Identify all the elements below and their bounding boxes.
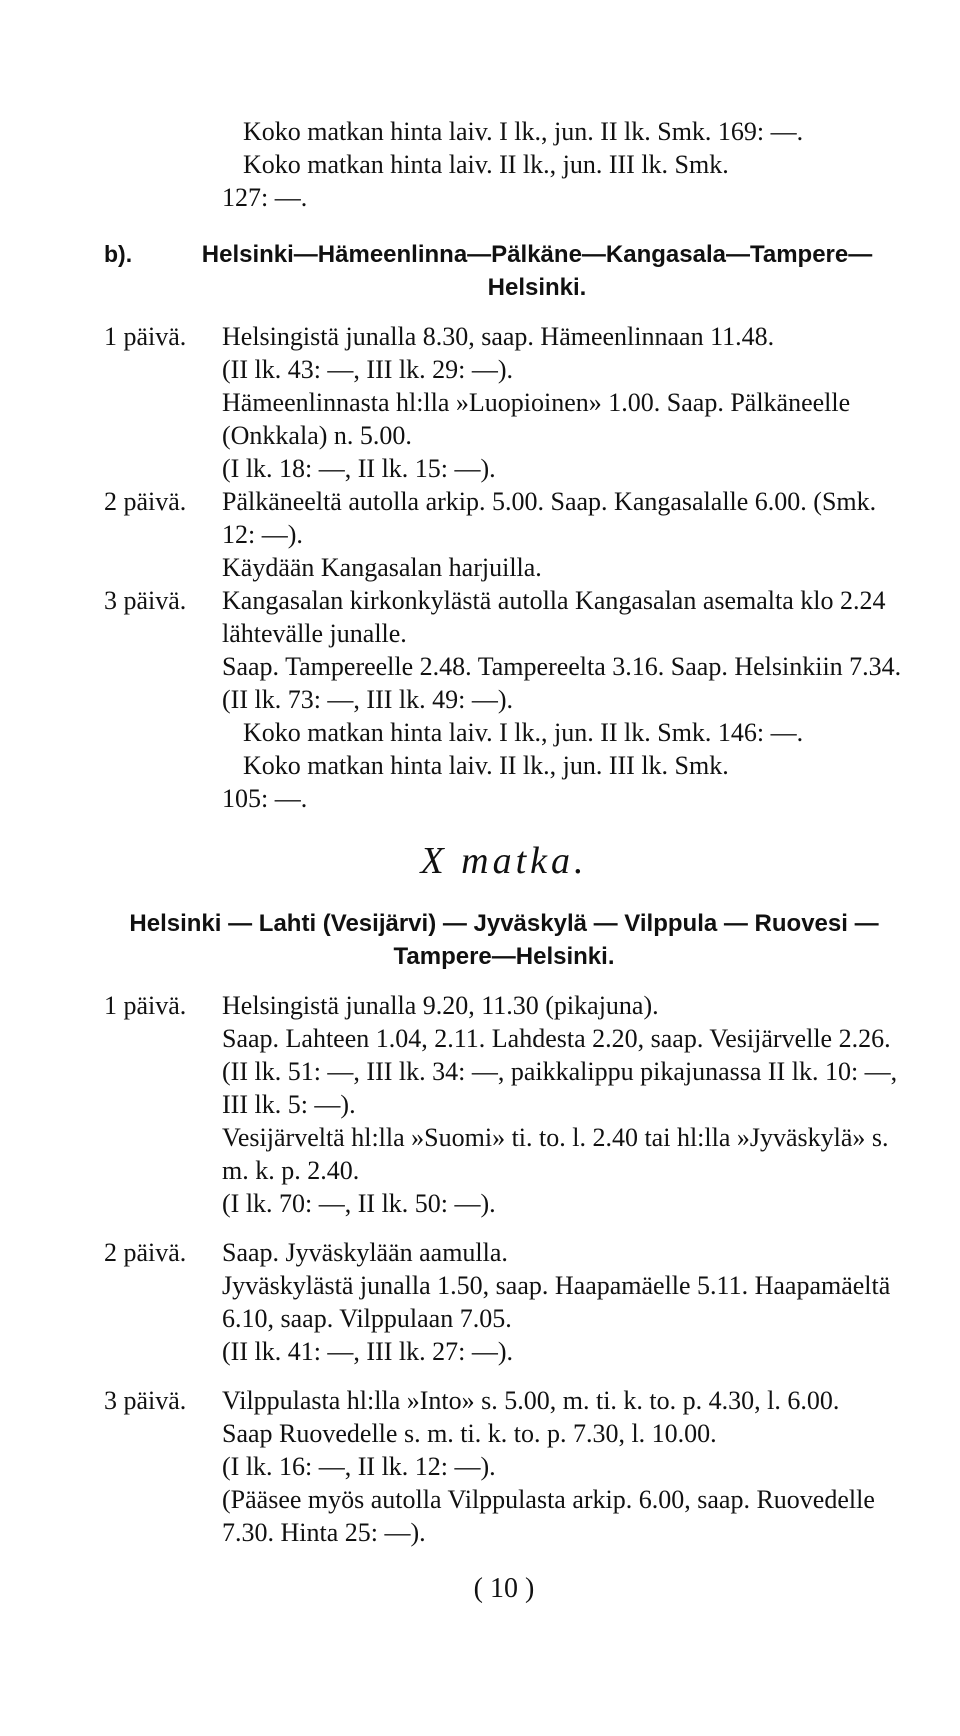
day-entry (104, 320, 904, 485)
day-entry (104, 1236, 904, 1368)
price-line: Koko matkan hinta laiv. I lk., jun. II lk. Smk. 169: —. (243, 117, 804, 146)
itinerary-line: Kangasalan kirkonkylästä autolla Kangasalan asemalta klo 2.24 lähtevälle junalle. (222, 586, 886, 648)
price-line: 127: —. (222, 183, 308, 212)
itinerary-line: Pälkäneeltä autolla arkip. 5.00. Saap. Kangasalalle 6.00. (Smk. 12: —). (222, 487, 877, 549)
itinerary-line: (I lk. 18: —, II lk. 15: —). (222, 454, 496, 483)
itinerary-line: Helsingistä junalla 9.20, 11.30 (pikajuna). (222, 991, 659, 1020)
route-heading: Helsinki—Hämeenlinna—Pälkäne—Kangasala—Tampere— (201, 241, 873, 268)
day-label: 3 päivä. (104, 1386, 187, 1415)
day-label: 1 päivä. (104, 322, 187, 351)
day-label: 1 päivä. (104, 991, 187, 1020)
price-line: 105: —. (222, 784, 308, 813)
itinerary-line: (II lk. 73: —, III lk. 49: —). (222, 685, 514, 714)
itinerary-line: (II lk. 43: —, III lk. 29: —). (222, 355, 514, 384)
itinerary-line: Vilppulasta hl:lla »Into» s. 5.00, m. ti. k. to. p. 4.30, l. 6.00. (222, 1386, 840, 1415)
itinerary-line: Helsingistä junalla 8.30, saap. Hämeenlinnaan 11.48. (222, 322, 775, 351)
itinerary-line: Käydään Kangasalan harjuilla. (222, 553, 542, 582)
route-heading: Helsinki — Lahti (Vesijärvi) — Jyväskylä — Vilppula — Ruovesi — (129, 910, 879, 937)
itinerary-line: Saap. Jyväskylään aamulla. (222, 1238, 508, 1267)
page-number: ( 10 ) (473, 1573, 535, 1604)
itinerary-line: Saap. Lahteen 1.04, 2.11. Lahdesta 2.20, saap. Vesijärvelle 2.26. (222, 1024, 891, 1053)
text-column (104, 115, 904, 1605)
trip-title: X matka. (420, 840, 588, 882)
itinerary-line: Vesijärveltä hl:lla »Suomi» ti. to. l. 2.40 tai hl:lla »Jyväskylä» s. m. k. p. 2.40. (222, 1123, 889, 1185)
price-line: Koko matkan hinta laiv. I lk., jun. II lk. Smk. 146: —. (243, 718, 804, 747)
section-label: b). (104, 241, 133, 267)
day-entry (104, 485, 904, 584)
itinerary-line: (I lk. 16: —, II lk. 12: —). (222, 1452, 496, 1481)
day-label: 2 päivä. (104, 1238, 187, 1267)
day-label: 2 päivä. (104, 487, 187, 516)
route-heading-cont: Helsinki. (487, 274, 587, 301)
itinerary-line: (II lk. 41: —, III lk. 27: —). (222, 1337, 514, 1366)
itinerary-line: Hämeenlinnasta hl:lla »Luopioinen» 1.00. Saap. Pälkäneelle (Onkkala) n. 5.00. (222, 388, 851, 450)
day-entry (104, 1384, 904, 1549)
itinerary-line: (II lk. 51: —, III lk. 34: —, paikkalippu pikajunassa II lk. 10: —, III lk. 5: —). (222, 1057, 898, 1119)
itinerary-line: (Pääsee myös autolla Vilppulasta arkip. 6.00, saap. Ruovedelle 7.30. Hinta 25: —). (222, 1485, 875, 1547)
section-b-heading (104, 238, 904, 271)
itinerary-line: Saap Ruovedelle s. m. ti. k. to. p. 7.30, l. 10.00. (222, 1419, 717, 1448)
day-entry (104, 989, 904, 1220)
price-line: Koko matkan hinta laiv. II lk., jun. III lk. Smk. (243, 751, 729, 780)
price-line: Koko matkan hinta laiv. II lk., jun. III lk. Smk. (243, 150, 729, 179)
day-entry (104, 584, 904, 716)
day-label: 3 päivä. (104, 586, 187, 615)
itinerary-line: Saap. Tampereelle 2.48. Tampereelta 3.16. Saap. Helsinkiin 7.34. (222, 652, 902, 681)
itinerary-line: Jyväskylästä junalla 1.50, saap. Haapamäelle 5.11. Haapamäeltä 6.10, saap. Vilppulaan 7.05. (222, 1271, 891, 1333)
itinerary-line: (I lk. 70: —, II lk. 50: —). (222, 1189, 496, 1218)
route-heading-cont: Tampere—Helsinki. (393, 943, 615, 970)
